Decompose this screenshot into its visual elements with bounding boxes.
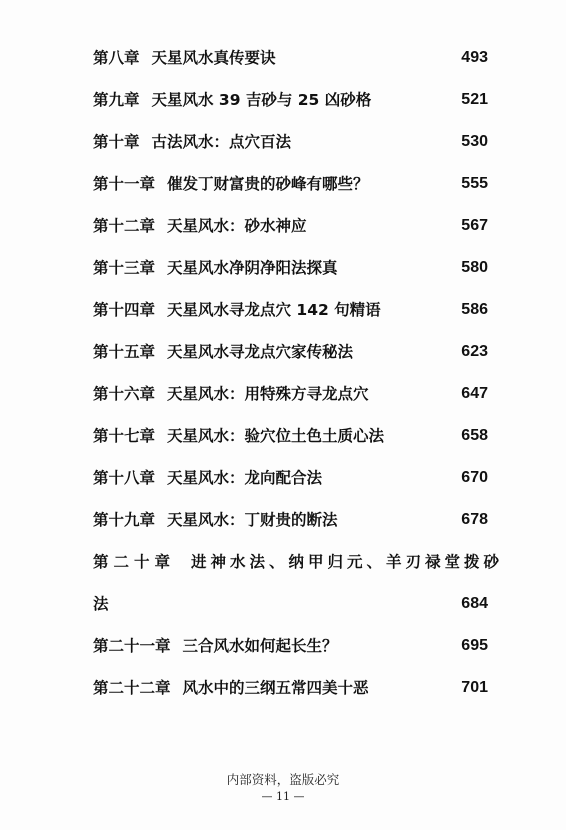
toc-entry [93,213,488,239]
toc-page-number: 684 [461,595,488,612]
toc-page-number: 658 [461,427,488,444]
toc-entry [93,297,488,323]
toc-entry [93,675,488,701]
toc-chapter: 第十九章 [93,511,156,529]
toc-title: 天星风水：砂水神应 [167,217,307,235]
toc-entry [93,129,488,155]
toc-title: 三合风水如何起长生？ [182,637,338,655]
toc-page-number: 567 [461,217,488,234]
footer-note: 内部资料，盗版必究 [226,772,340,787]
toc-title-continued: 法 [93,595,109,613]
toc-entry [93,465,488,491]
toc-title: 古法风水：点穴百法 [151,133,292,151]
toc-title: 风水中的三纲五常四美十恶 [182,679,369,697]
toc-chapter: 第十六章 [93,385,156,403]
toc-page-number: 647 [461,385,488,402]
toc-chapter: 第九章 [93,91,140,109]
toc-page-number: 670 [461,469,488,486]
toc-chapter: 第十五章 [93,343,156,361]
toc-chapter: 第十八章 [93,469,156,487]
toc-entry [93,45,488,71]
toc-title: 天星风水真传要诀 [151,49,276,67]
footer-page-number: — 11 — [261,790,305,803]
toc-entry-wrapped-line2 [93,591,488,617]
toc-entry [93,339,488,365]
toc-page-number: 493 [461,49,488,66]
toc-entry [93,171,488,197]
toc-chapter: 第十三章 [93,259,156,277]
toc-title: 天星风水寻龙点穴 142 句精语 [167,301,381,319]
toc-chapter: 第十一章 [93,175,156,193]
toc-chapter: 第二十章 [93,553,176,571]
toc-title: 进神水法、纳甲归元、羊刃禄堂拨砂 [191,553,504,571]
toc-chapter: 第十七章 [93,427,156,445]
toc-page-number: 695 [461,637,488,654]
toc-title: 天星风水：丁财贵的断法 [167,511,338,529]
toc-title: 天星风水 39 吉砂与 25 凶砂格 [151,91,372,109]
toc-page-number: 701 [461,679,488,696]
toc-entry [93,423,488,449]
toc-page-number: 678 [461,511,488,528]
toc-entry [93,255,488,281]
toc-chapter: 第十二章 [93,217,156,235]
toc-entry [93,633,488,659]
toc-title: 催发丁财富贵的砂峰有哪些？ [167,175,369,193]
toc-chapter: 第二十一章 [93,637,171,655]
toc-chapter: 第十四章 [93,301,156,319]
toc-page-number: 586 [461,301,488,318]
toc-title: 天星风水：用特殊方寻龙点穴 [167,385,369,403]
toc-chapter: 第二十二章 [93,679,171,697]
toc-page-number: 623 [461,343,488,360]
toc-title: 天星风水净阴净阳法探真 [167,259,338,277]
toc-chapter: 第十章 [93,133,140,151]
toc-title: 天星风水寻龙点穴家传秘法 [167,343,354,361]
toc-page-number: 521 [461,91,488,108]
toc-entry [93,507,488,533]
toc-page-number: 530 [461,133,488,150]
toc-title: 天星风水：龙向配合法 [167,469,323,487]
toc-page-number: 580 [461,259,488,276]
toc-title: 天星风水：验穴位土色土质心法 [167,427,385,445]
toc-entry [93,87,488,113]
toc-entry [93,381,488,407]
toc-entry-wrapped-line1 [93,549,504,575]
toc-chapter: 第八章 [93,49,140,67]
toc-page-number: 555 [461,175,488,192]
